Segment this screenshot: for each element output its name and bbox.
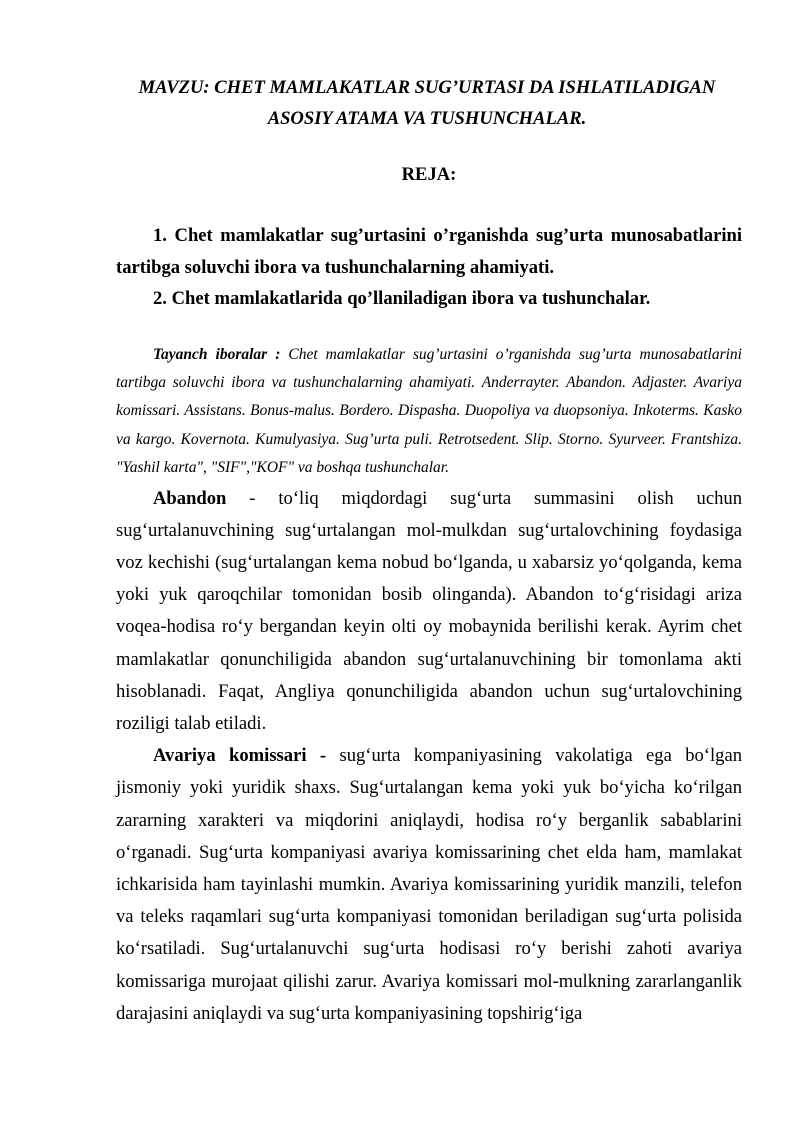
- paragraph-abandon: [116, 483, 742, 741]
- definition-avariya-komissari: sug‘urta kompaniyasining vakolatiga ega bo‘lgan jismoniy yoki yuridik shaxs. Sug‘urtalangan kema yoki yuk bo‘yicha ko‘rilgan zararning xarakteri va miqdorini aniqlaydi, hodisa ro‘y berganlik sabablarini o‘rganadi. Sug‘urta kompaniyasi avariya komissarining chet elda ham, mamlakat ichkarisida ham tayinlashi mumkin. Avariya komissarining yuridik manzili, telefon va teleks raqamlari sug‘urta kompaniyasi tomonidan beriladigan sug‘urta polisida ko‘rsatiladi. Sug‘urtalanuvchi sug‘urta hodisasi ro‘y berishi zahoti avariya komissariga murojaat qilishi zarur. Avariya komissari mol-mulkning zararlanganlik darajasini aniqlaydi va sug‘urta kompaniyasining topshirig‘iga: [116, 745, 742, 1024]
- document-title: [114, 72, 740, 134]
- keywords-label: Tayanch iboralar :: [153, 345, 281, 363]
- plan-item-2: 2. Chet mamlakatlarida qo’llaniladigan ibora va tushunchalar.: [153, 288, 651, 309]
- plan-heading: REJA:: [401, 164, 457, 185]
- title-line-2: ASOSIY ATAMA VA TUSHUNCHALAR.: [267, 108, 587, 129]
- term-avariya-komissari: Avariya komissari -: [153, 745, 327, 767]
- plan-item-1: 1. Chet mamlakatlar sug’urtasini o’rganishda sug’urta munosabatlarini tartibga soluvchi ibora va tushunchalarning ahamiyati.: [116, 225, 742, 278]
- title-line-1: MAVZU: CHET MAMLAKATLAR SUG’URTASI DA ISHLATILADIGAN: [138, 77, 716, 98]
- definition-abandon: - to‘liq miqdordagi sug‘urta summasini olish uchun sug‘urtalanuvchining sug‘urtalangan mol-mulkdan sug‘urtalovchining foydasiga voz kechishi (sug‘urtalangan kema nobud bo‘lganda, u xabarsiz yo‘qolganda, kema yoki yuk qaroqchilar tomonidan bosib olinganda). Abandon to‘g‘risidagi ariza voqea-hodisa ro‘y bergandan keyin olti oy mobaynida berilishi kerak. Ayrim chet mamlakatlar qonunchiligida abandon sug‘urtalanuvchining bir tomonlama akti hisoblanadi. Faqat, Angliya qonunchiligida abandon uchun sug‘urtalovchining roziligi talab etiladi.: [116, 487, 742, 734]
- keywords-paragraph: [116, 341, 742, 483]
- keywords-text: Chet mamlakatlar sug’urtasini o’rganishda sug’urta munosabatlarini tartibga soluvchi ibora va tushunchalarning ahamiyati. Anderrayter. Abandon. Adjaster. Avariya komissari. Assistans. Bonus-malus. Bordero. Dispasha. Duopoliya va duopsoniya. Inkoterms. Kasko va kargo. Kovernota. Kumulyasiya. Sug’urta puli. Retrotsedent. Slip. Storno. Syurveer. Frantshiza. "Yashil karta", "SIF","KOF" va boshqa tushunchalar.: [116, 345, 742, 477]
- term-abandon: Abandon: [153, 487, 227, 509]
- plan-list: [116, 220, 742, 315]
- paragraph-avariya-komissari: [116, 740, 742, 1030]
